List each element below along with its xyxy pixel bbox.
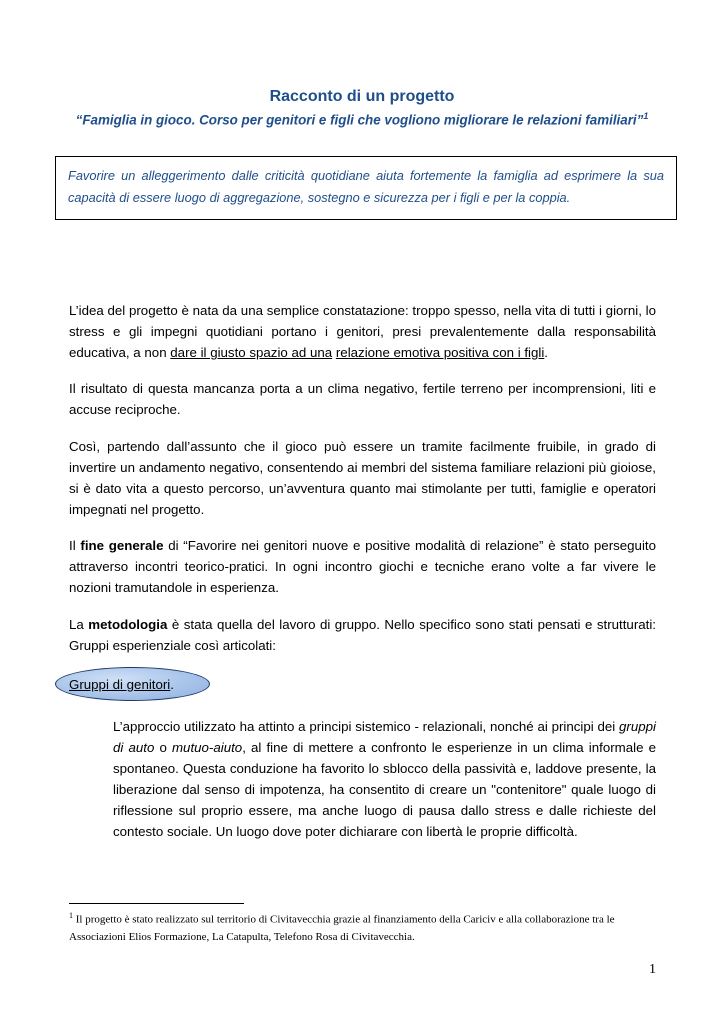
highlight-box — [55, 156, 677, 220]
method-lead: La — [69, 617, 89, 632]
footnote-text: Il progetto è stato realizzato sul territorio di Civitavecchia grazie al finanziamento della Cariciv e alla collaborazione tra le Associazioni Elios Formazione, La Catapulta, Telefono Rosa di Civitavecchia. — [69, 913, 615, 943]
paragraph-method — [69, 614, 656, 656]
parents-group-text-3: , al fine di mettere a confronto le esperienze in un clima informale e spontaneo. Questa conduzione ha favorito lo sblocco della passività e, laddove presente, la liberazione dal senso di impotenza, ha consentito di creare un "contenitore" quale luogo di riflessione sul proprio essere, ma anche luogo di pausa dallo stress e dalle richieste del contesto sociale. Un luogo dove poter dichiarare con libertà le proprie difficoltà. — [113, 740, 656, 839]
parents-group-text-2: o — [154, 740, 172, 755]
page-subtitle — [0, 111, 724, 127]
paragraph-goal — [69, 535, 656, 598]
footnote-divider — [69, 903, 244, 904]
section-label-period: . — [170, 677, 174, 692]
goal-lead: Il — [69, 538, 81, 553]
footnote — [69, 907, 656, 946]
period: . — [544, 345, 548, 360]
page-title: Racconto di un progetto — [269, 88, 455, 105]
paragraph-intro — [69, 300, 656, 363]
subtitle-text: “Famiglia in gioco. Corso per genitori e figli che vogliono migliorare le relazioni familiari” — [75, 112, 644, 128]
footnote-number: 1 — [69, 911, 73, 920]
goal-text: di “Favorire nei genitori nuove e positive modalità di relazione” è stato perseguito attraverso incontri teorico-pratici. In ogni incontro giochi e tecniche erano volte a far vivere le nozioni tramutandole in esperienza. — [69, 538, 656, 595]
page-number: 1 — [649, 962, 656, 977]
underlined-phrase-1: dare il giusto spazio ad una — [170, 345, 333, 360]
goal-bold: fine generale — [80, 538, 164, 553]
underlined-phrase-2: relazione emotiva positiva con i figli — [335, 345, 545, 360]
paragraph-intro-text: L’idea del progetto è nata da una semplice constatazione: troppo spesso, nella vita di tutti i giorni, lo stress e gli impegni quotidiani portano i genitori, presi prevalentemente dalla responsabilità educativa, a non — [69, 303, 656, 360]
section-label — [69, 674, 174, 695]
parents-group-text-1: L’approccio utilizzato ha attinto a principi sistemico - relazionali, nonché ai principi dei — [113, 719, 620, 734]
italic-term-2: mutuo-aiuto — [171, 740, 243, 755]
section-label-text: Gruppi di genitori — [69, 677, 171, 692]
method-text: è stata quella del lavoro di gruppo. Nello specifico sono stati pensati e strutturati: Gruppi esperienziale così articolati: — [69, 617, 656, 653]
italic-term-1: gruppi di auto — [113, 719, 656, 755]
footnote-ref: 1 — [643, 111, 649, 121]
highlight-quote: Favorire un alleggerimento dalle criticità quotidiane aiuta fortemente la famiglia ad esprimere la sua capacità di essere luogo di aggregazione, sostegno e sicurezza per i figli e per la coppia. — [68, 168, 664, 205]
paragraph-parents-group — [113, 716, 656, 842]
paragraph-approach: Così, partendo dall’assunto che il gioco può essere un tramite facilmente fruibile, in grado di invertire un andamento negativo, consentendo ai membri del sistema familiare relazioni più gioiose, si è dato vita a questo percorso, un’avventura quanto mai stimolante per tutti, famiglie e operatori impegnati nel progetto. — [69, 439, 656, 517]
paragraph-result: Il risultato di questa mancanza porta a un clima negativo, fertile terreno per incomprensioni, liti e accuse reciproche. — [69, 381, 656, 417]
method-bold: metodologia — [88, 617, 168, 632]
